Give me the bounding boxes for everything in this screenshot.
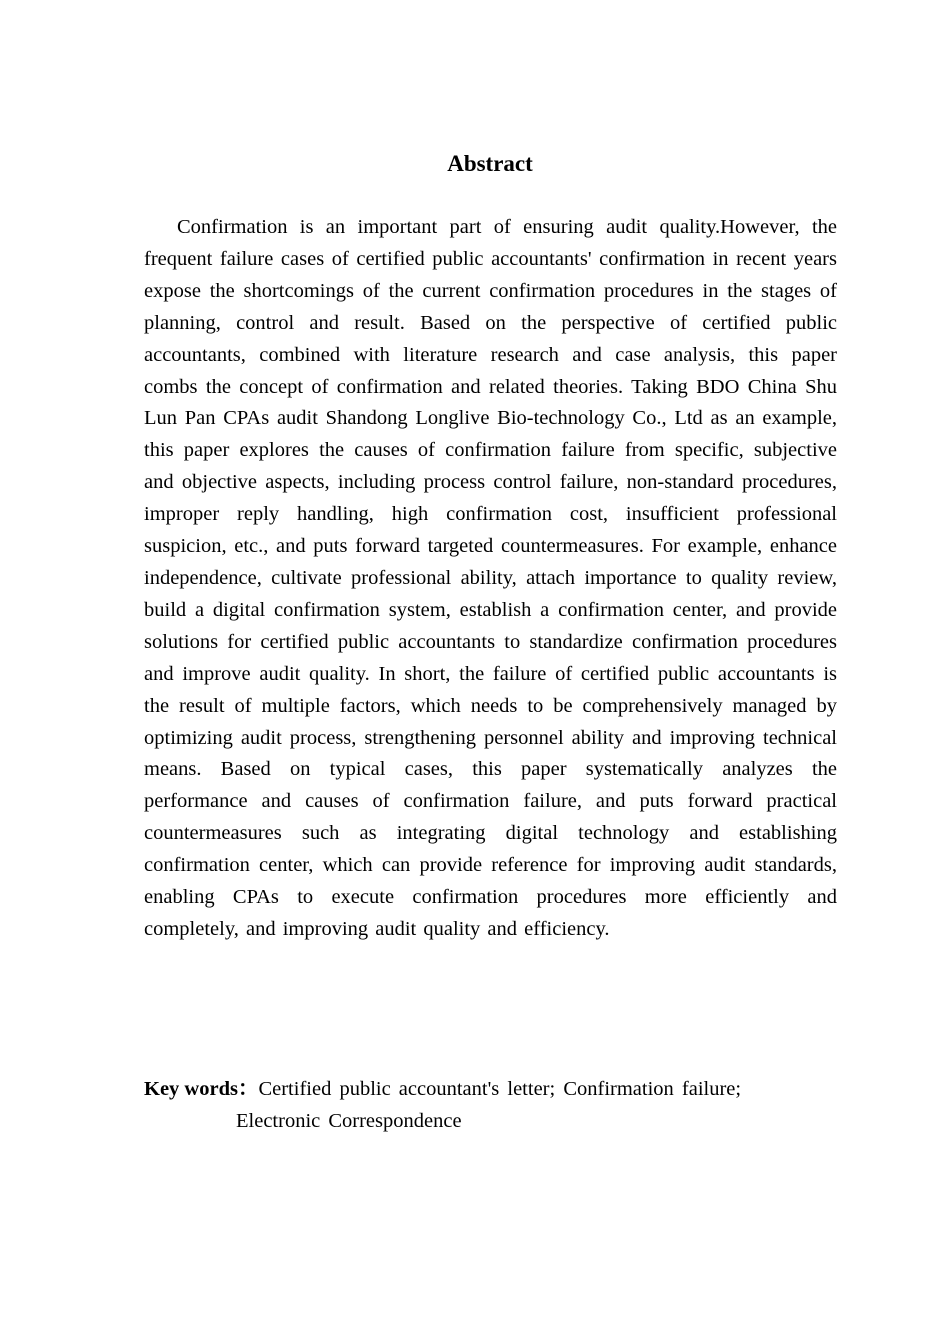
keywords-text-2: Electronic Correspondence xyxy=(236,1109,462,1132)
keywords-block xyxy=(144,1074,837,1138)
keywords-line-1 xyxy=(144,1074,837,1106)
abstract-title: Abstract xyxy=(447,151,533,176)
keywords-text-1: Certified public accountant's letter; Confirmation failure; xyxy=(258,1078,742,1100)
abstract-body: Confirmation is an important part of ensuring audit quality.However, the frequent failure cases of certified public accountants' confirmation in recent years expose the shortcomings of the current confirmation procedures in the stages of planning, control and result. Based on the perspective of certified public accountants, combined with literature research and case analysis, this paper combs the concept of confirmation and related theories. Taking BDO China Shu Lun Pan CPAs audit Shandong Longlive Bio-technology Co., Ltd as an example, this paper explores the causes of confirmation failure from specific, subjective and objective aspects, including process control failure, non-standard procedures, improper reply handling, high confirmation cost, insufficient professional suspicion, etc., and puts forward targeted countermeasures. For example, enhance independence, cultivate professional ability, attach importance to quality review, build a digital confirmation system, establish a confirmation center, and provide solutions for certified public accountants to standardize confirmation procedures and improve audit quality. In short, the failure of certified public accountants is the result of multiple factors, which needs to be comprehensively managed by optimizing audit process, strengthening personnel ability and improving technical means. Based on typical cases, this paper systematically analyzes the performance and causes of confirmation failure, and puts forward practical countermeasures such as integrating digital technology and establishing confirmation center, which can provide reference for improving audit standards, enabling CPAs to execute confirmation procedures more efficiently and completely, and improving audit quality and efficiency. xyxy=(144,216,837,940)
keywords-label: Key words： xyxy=(144,1078,259,1100)
